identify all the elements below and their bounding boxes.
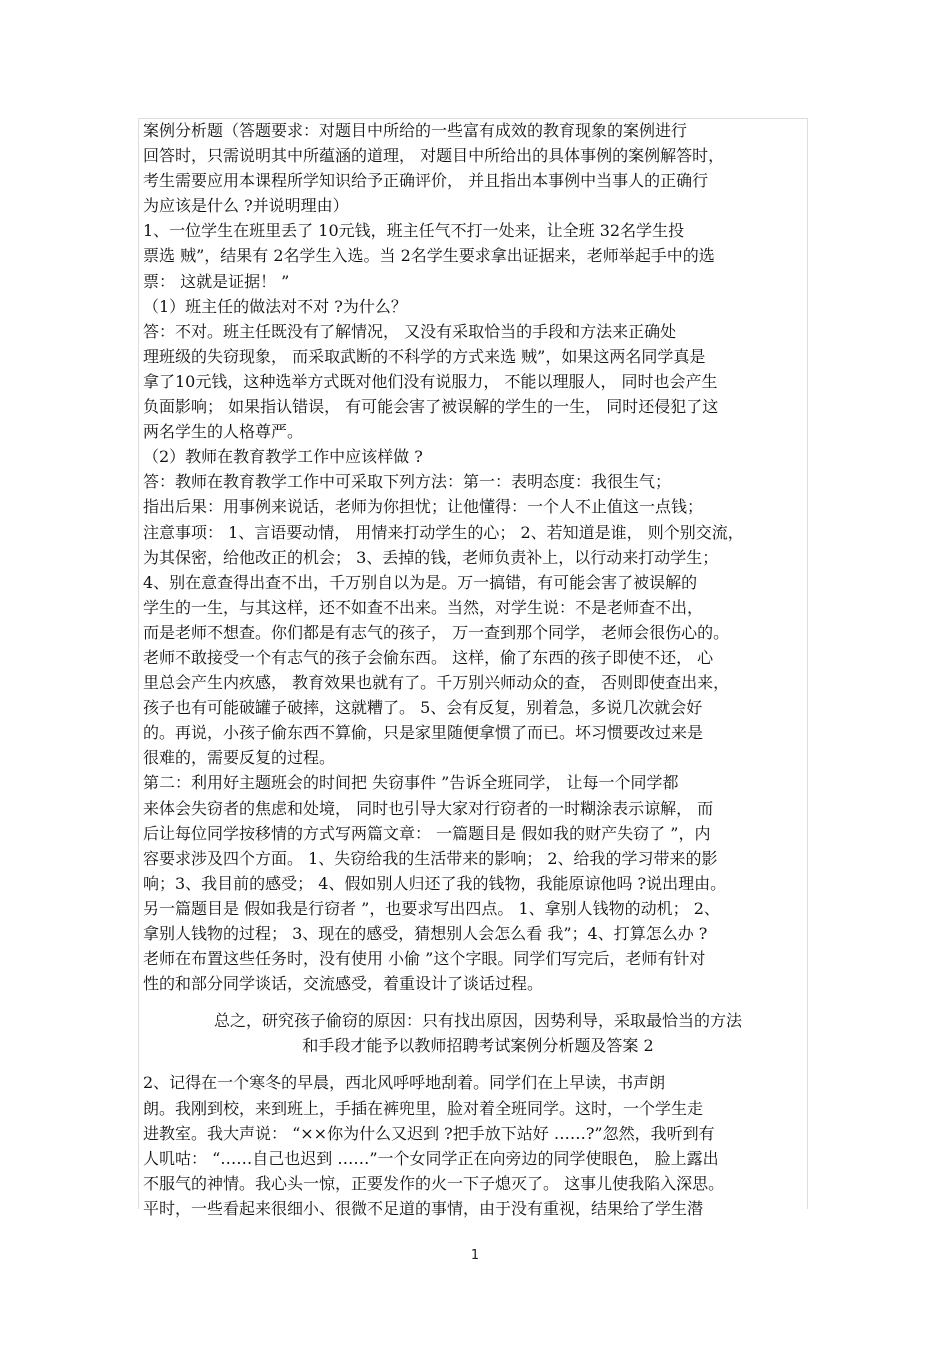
text-line: 理班级的失窃现象， 而采取武断的不科学的方式来选 贼”，如果这两名同学真是: [143, 346, 706, 366]
text-line: 2、记得在一个寒冬的早晨，西北风呼呼地刮着。同学们在上早读，书声朗: [143, 1073, 666, 1093]
text-line: 总之，研究孩子偷窃的原因：只有找出原因，因势利导，采取最恰当的方法: [213, 1011, 742, 1031]
text-line: 拿别人钱物的过程； 3、现在的感受，猜想别人会怎么看 我”；4、打算怎么办 ?: [143, 924, 708, 943]
document-body: [143, 118, 813, 1221]
question-1: [143, 294, 813, 319]
text-line: 老师不敢接受一个有志气的孩子会偷东西。 这样，偷了东西的孩子即使不还， 心: [143, 647, 714, 667]
text-line: 票： 这就是证据！ ”: [143, 271, 290, 291]
text-line: 两名学生的人格尊严。: [143, 422, 304, 442]
question-2: [143, 444, 813, 469]
text-line: 平时，一些看起来很细小、很微不足道的事情，由于没有重视，结果给了学生潜: [143, 1198, 704, 1218]
text-line: 学生的一生，与其这样，还不如查不出来。当然，对学生说：不是老师查不出，: [143, 597, 704, 617]
text-line: 响；3、我目前的感受； 4、假如别人归还了我的钱物，我能原谅他吗 ?说出理由。: [143, 873, 727, 893]
paragraph-second-method: [143, 770, 813, 996]
page-number: 1: [470, 1248, 480, 1263]
paragraph-summary: [143, 1008, 813, 1058]
text-line: 老师在布置这些任务时，没有使用 小偷 ”这个字眼。同学们写完后，老师有针对: [143, 949, 706, 969]
paragraph-intro: [143, 118, 813, 218]
text-line: 注意事项： 1、言语要动情， 用情来打动学生的心； 2、若知道是谁， 则个别交流，: [143, 522, 744, 542]
text-line: 考生需要应用本课程所学知识给予正确评价， 并且指出本事例中当事人的正确行: [143, 171, 709, 191]
text-line: 很难的，需要反复的过程。: [143, 748, 336, 768]
text-line: 朗。我刚到校，来到班上，手插在裤兜里，脸对着全班同学。这时，一个学生走: [143, 1098, 704, 1118]
text-line: 指出后果：用事例来说话，老师为你担忧；让他懂得：一个人不止值这一点钱；: [143, 497, 704, 517]
answer-2: [143, 469, 813, 770]
text-line: 人叽咕： “……自己也迟到 ……”一个女同学正在向旁边的同学使眼色， 脸上露出: [143, 1148, 719, 1168]
text-line: 后让每位同学按移情的方式写两篇文章： 一篇题目是 假如我的财产失窃了 ”，内: [143, 823, 711, 843]
text-line: 的。再说，小孩子偷东西不算偷，只是家里随便拿惯了而已。坏习惯要改过来是: [143, 723, 704, 743]
text-line: （2）教师在教育教学工作中应该样做 ?: [143, 447, 423, 467]
text-line: 为应该是什么 ?并说明理由）: [143, 196, 349, 216]
answer-1: [143, 319, 813, 444]
text-line: 拿了10元钱，这种选举方式既对他们没有说服力， 不能以理服人， 同时也会产生: [143, 371, 718, 391]
text-line: 1、一位学生在班里丢了 10元钱，班主任气不打一处来，让全班 32名学生投: [143, 221, 685, 241]
text-line: 进教室。我大声说： “××你为什么又迟到 ?把手放下站好 ……?”忽然，我听到有: [143, 1123, 715, 1143]
text-line: 不服气的神情。我心头一惊，正要发作的火一下子熄灭了。 这事儿使我陷入深思。: [143, 1173, 725, 1193]
text-line: 和手段才能予以教师招聘考试案例分析题及答案 2: [302, 1036, 654, 1056]
text-line: （1）班主任的做法对不对 ?为什么？: [143, 296, 407, 316]
text-line: 性的和部分同学谈话，交流感受，着重设计了谈话过程。: [143, 974, 544, 994]
text-line: 而是老师不想查。你们都是有志气的孩子， 万一查到那个同学， 老师会很伤心的。: [143, 622, 730, 642]
paragraph-case-1: [143, 218, 813, 293]
text-line: 案例分析题（答题要求：对题目中所给的一些富有成效的教育现象的案例进行: [143, 121, 688, 140]
text-line: 孩子也有可能破罐子破摔，这就糟了。 5、会有反复，别着急，多说几次就会好: [143, 698, 703, 718]
text-line: 容要求涉及四个方面。 1、失窃给我的生活带来的影响； 2、给我的学习带来的影: [143, 848, 718, 868]
text-line: 答：不对。班主任既没有了解情况， 又没有采取恰当的手段和方法来正确处: [143, 321, 677, 341]
text-line: 来体会失窃者的焦虑和处境， 同时也引导大家对行窃者的一时糊涂表示谅解， 而: [143, 798, 714, 818]
text-line: 4、别在意查得出查不出，千万别自以为是。万一搞错，有可能会害了被误解的: [143, 572, 698, 592]
text-line: 回答时，只需说明其中所蕴涵的道理， 对题目中所给出的具体事例的案例解答时，: [143, 146, 725, 166]
text-line: 里总会产生内疚感， 教育效果也就有了。千万别兴师动众的查， 否则即使查出来，: [143, 673, 730, 693]
text-line: 负面影响； 如果指认错误， 有可能会害了被误解的学生的一生， 同时还侵犯了这: [143, 397, 719, 417]
text-line: 为其保密，给他改正的机会； 3、丢掉的钱，老师负责补上，以行动来打动学生；: [143, 547, 719, 567]
paragraph-gap: [143, 996, 813, 1008]
text-line: 答：教师在教育教学工作中可采取下列方法：第一：表明态度：我很生气；: [143, 472, 672, 492]
paragraph-case-2: [143, 1070, 813, 1221]
text-line: 第二：利用好主题班会的时间把 失窃事件 ”告诉全班同学， 让每一个同学都: [143, 773, 679, 793]
text-line: 票选 贼”，结果有 2名学生入选。当 2名学生要求拿出证据来，老师举起手中的选: [143, 246, 715, 266]
paragraph-gap: [143, 1058, 813, 1070]
text-line: 另一篇题目是 假如我是行窃者 ”，也要求写出四点。 1、拿别人钱物的动机； 2、: [143, 898, 720, 918]
